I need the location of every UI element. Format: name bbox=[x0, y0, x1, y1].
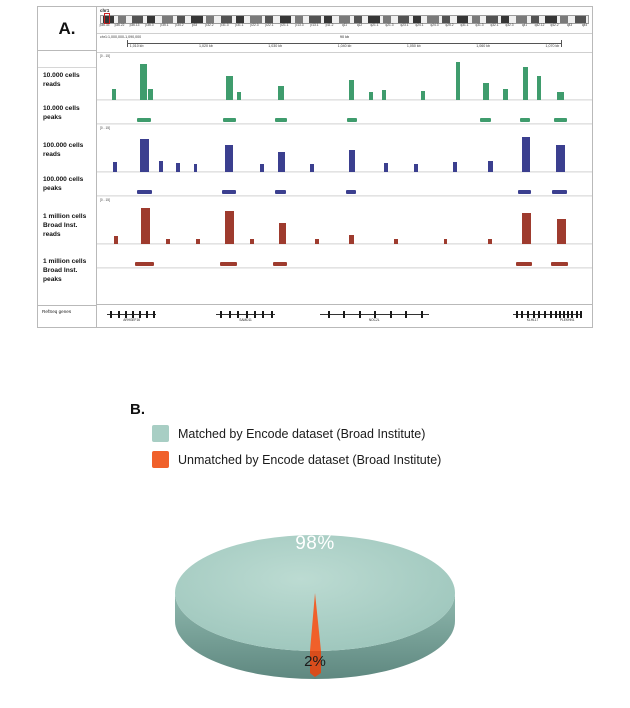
read-peak bbox=[384, 163, 388, 172]
ideogram-band-label: q24.3 bbox=[430, 23, 439, 27]
ideogram-band bbox=[118, 16, 126, 23]
called-peak-bar bbox=[137, 190, 153, 194]
ideogram-band-label: p32.2 bbox=[205, 23, 214, 27]
read-peak bbox=[556, 145, 565, 172]
ideogram-band-label: q12 bbox=[356, 23, 363, 27]
ideogram-band-label: p36.13 bbox=[129, 23, 140, 27]
ideogram-band bbox=[206, 16, 214, 23]
read-peak bbox=[260, 164, 264, 172]
read-peak bbox=[522, 137, 530, 172]
chromosome-label: chr1 bbox=[100, 8, 110, 13]
track-label-refseq-genes: RefSeq genes bbox=[38, 305, 96, 327]
track-baseline bbox=[97, 99, 592, 100]
read-peak bbox=[349, 235, 354, 244]
track-label-1m-reads: 1 million cells Broad Inst. reads bbox=[43, 213, 87, 238]
ideogram-band bbox=[398, 16, 409, 23]
gene-exon bbox=[374, 311, 376, 318]
refseq-gene-track bbox=[97, 304, 592, 327]
track-baseline bbox=[97, 123, 592, 124]
ideogram-band-label: q21.1 bbox=[370, 23, 379, 27]
ideogram-band bbox=[472, 16, 480, 23]
track-baseline bbox=[97, 243, 592, 244]
read-peak bbox=[148, 89, 153, 100]
genome-browser-canvas bbox=[97, 7, 592, 327]
called-peak-bar bbox=[516, 262, 532, 266]
called-peak-bar bbox=[273, 262, 287, 266]
read-peak bbox=[523, 67, 528, 100]
track-baseline bbox=[97, 195, 592, 196]
ideogram-band bbox=[339, 16, 350, 23]
track-100k-reads bbox=[97, 125, 592, 173]
ideogram-band bbox=[221, 16, 232, 23]
gene-name-label: KLHL17 bbox=[526, 318, 539, 322]
track-label-10k-peaks: 10.000 cells peaks bbox=[43, 105, 80, 122]
ideogram-band-label: p36.33 bbox=[99, 23, 110, 27]
track-1m-peaks bbox=[97, 245, 592, 269]
axis-tick-label: 1,070 kb bbox=[545, 44, 560, 48]
track-scale-100k: [0 - 15] bbox=[100, 126, 110, 130]
ideogram-band bbox=[132, 16, 143, 23]
gene-exon bbox=[571, 311, 573, 318]
read-peak bbox=[226, 76, 233, 100]
read-peak bbox=[159, 161, 163, 172]
called-peak-bar bbox=[222, 190, 236, 194]
panel-a-label-column bbox=[38, 7, 97, 327]
read-peak bbox=[349, 150, 355, 172]
gene-exon bbox=[544, 311, 546, 318]
gene-exon bbox=[533, 311, 535, 318]
ideogram-band bbox=[457, 16, 468, 23]
read-peak bbox=[488, 239, 492, 244]
ideogram-band-label: p13.3 bbox=[295, 23, 304, 27]
ideogram-band bbox=[442, 16, 450, 23]
ideogram-band-label: q31.3 bbox=[475, 23, 484, 27]
read-peak bbox=[278, 86, 284, 100]
gene-exon bbox=[580, 311, 582, 318]
read-peak bbox=[140, 64, 148, 100]
axis-tick-label: 1,060 kb bbox=[476, 44, 490, 48]
track-scale-10k: [0 - 15] bbox=[100, 54, 110, 58]
read-peak bbox=[483, 83, 489, 100]
ideogram-band-label: p31.3 bbox=[220, 23, 229, 27]
called-peak-bar bbox=[137, 118, 152, 122]
read-peak bbox=[537, 76, 542, 100]
panel-b-letter: B. bbox=[130, 401, 145, 418]
legend-label-matched: Matched by Encode dataset (Broad Institute) bbox=[178, 426, 426, 441]
ideogram-band bbox=[324, 16, 332, 23]
gene-exon bbox=[118, 311, 120, 318]
called-peak-bar bbox=[346, 190, 356, 194]
track-label-100k-peaks: 100.000 cells peaks bbox=[43, 175, 84, 192]
called-peak-bar bbox=[347, 118, 357, 122]
read-peak bbox=[414, 164, 418, 172]
gene-exon bbox=[328, 311, 330, 318]
called-peak-bar bbox=[275, 118, 287, 122]
read-peak bbox=[421, 91, 425, 100]
ideogram-band bbox=[250, 16, 261, 23]
called-peak-bar bbox=[552, 190, 567, 194]
ideogram-band bbox=[265, 16, 273, 23]
panel-a-genome-browser bbox=[37, 6, 593, 328]
gene-exon bbox=[405, 311, 407, 318]
scale-strip bbox=[97, 34, 592, 53]
read-peak bbox=[503, 89, 508, 100]
ideogram-band-label: q43 bbox=[566, 23, 573, 27]
read-peak bbox=[225, 145, 233, 172]
track-baseline bbox=[97, 171, 592, 172]
legend-swatch-matched bbox=[152, 425, 169, 442]
gene-exon bbox=[567, 311, 569, 318]
ideogram-band bbox=[236, 16, 244, 23]
called-peak-bar bbox=[480, 118, 491, 122]
ideogram-band bbox=[354, 16, 362, 23]
gene-exon bbox=[563, 311, 565, 318]
ideogram-band-label: q42.2 bbox=[550, 23, 559, 27]
gene-exon bbox=[220, 311, 222, 318]
gene-exon bbox=[254, 311, 256, 318]
read-peak bbox=[176, 163, 180, 172]
ideogram-band bbox=[531, 16, 539, 23]
legend-label-unmatched: Unmatched by Encode dataset (Broad Institute) bbox=[178, 452, 442, 467]
called-peak-bar bbox=[220, 262, 237, 266]
read-peak bbox=[112, 89, 116, 100]
ideogram-band-label: q23.1 bbox=[400, 23, 409, 27]
read-peak bbox=[140, 139, 149, 172]
window-range-label: chr1:1,000,000-1,090,000 bbox=[100, 35, 142, 39]
gene-exon bbox=[559, 311, 561, 318]
read-peak bbox=[382, 90, 386, 100]
gene-name-label: PLEKHN1 bbox=[559, 318, 575, 322]
gene-name-label: NOC2L bbox=[368, 318, 380, 322]
axis-tick-label: 1,030 kb bbox=[268, 44, 283, 48]
track-scale-1m: [0 - 15] bbox=[100, 198, 110, 202]
ideogram-band-label: p34.2 bbox=[175, 23, 184, 27]
pie-label-matched-pct: 98% bbox=[295, 533, 335, 554]
ideogram-band-label: q24.1 bbox=[415, 23, 424, 27]
called-peak-bar bbox=[554, 118, 567, 122]
track-label-10k-reads: 10.000 cells reads bbox=[43, 71, 80, 88]
ideogram-band-label: q44 bbox=[581, 23, 588, 27]
legend-item-unmatched bbox=[152, 451, 441, 468]
gene-exon bbox=[521, 311, 523, 318]
ideogram-band-label: q32.3 bbox=[505, 23, 514, 27]
gene-exon bbox=[139, 311, 141, 318]
track-10k-reads bbox=[97, 53, 592, 101]
called-peak-bar bbox=[518, 190, 531, 194]
ideogram-band-label: p21.1 bbox=[280, 23, 289, 27]
gene-name-label: SAMD11 bbox=[239, 318, 252, 322]
ideogram-band-label: q32.1 bbox=[490, 23, 499, 27]
read-peak bbox=[394, 239, 398, 244]
ideogram-band bbox=[501, 16, 509, 23]
gene-exon bbox=[125, 311, 127, 318]
ideogram-band bbox=[383, 16, 391, 23]
track-baseline bbox=[97, 267, 592, 268]
read-peak bbox=[194, 164, 198, 172]
chromosome-ideogram[interactable] bbox=[97, 7, 592, 34]
ideogram-band-label: p22.1 bbox=[265, 23, 274, 27]
called-peak-bar bbox=[275, 190, 286, 194]
gene-exon bbox=[237, 311, 239, 318]
gene-exon bbox=[421, 311, 423, 318]
called-peak-bar bbox=[135, 262, 155, 266]
called-peak-bar bbox=[551, 262, 568, 266]
ideogram-band-label: p31.1 bbox=[235, 23, 244, 27]
read-peak bbox=[522, 213, 531, 244]
track-1m-reads bbox=[97, 197, 592, 245]
called-peak-bar bbox=[520, 118, 530, 122]
ideogram-band bbox=[486, 16, 497, 23]
gene-exon bbox=[555, 311, 557, 318]
gene-exon bbox=[576, 311, 578, 318]
track-label-100k-reads: 100.000 cells reads bbox=[43, 142, 84, 159]
axis-tick-label: 1,010 kb bbox=[129, 44, 144, 48]
panel-a-letter: A. bbox=[38, 7, 96, 51]
ideogram-band bbox=[147, 16, 155, 23]
ideogram-band-label: p11.2 bbox=[325, 23, 334, 27]
read-peak bbox=[250, 239, 254, 244]
read-peak bbox=[166, 239, 170, 244]
pie-chart-area bbox=[0, 497, 630, 677]
read-peak bbox=[453, 162, 457, 172]
ideogram-band-label: q25.2 bbox=[445, 23, 454, 27]
read-peak bbox=[196, 239, 200, 244]
axis-tick-label: 1,020 kb bbox=[198, 44, 213, 48]
read-peak bbox=[141, 208, 151, 244]
gene-exon bbox=[527, 311, 529, 318]
axis-tick-label: 1,040 kb bbox=[337, 44, 352, 48]
ideogram-band bbox=[177, 16, 185, 23]
read-peak bbox=[456, 62, 460, 100]
read-peak bbox=[315, 239, 319, 244]
called-peak-bar bbox=[223, 118, 236, 122]
track-10k-peaks bbox=[97, 101, 592, 125]
ideogram-band-label: p35.3 bbox=[145, 23, 154, 27]
ideogram-band-label: p36.22 bbox=[114, 23, 125, 27]
ideogram-band bbox=[516, 16, 527, 23]
gene-exon bbox=[132, 311, 134, 318]
ideogram-band bbox=[560, 16, 568, 23]
ideogram-band-label: q31.1 bbox=[460, 23, 469, 27]
panel-b-pie-chart bbox=[0, 385, 630, 705]
ideogram-band-label: q21.3 bbox=[385, 23, 394, 27]
read-peak bbox=[237, 92, 241, 100]
ideogram-band-label: p22.3 bbox=[250, 23, 259, 27]
ideogram-band-label: p33 bbox=[191, 23, 198, 27]
axis-tick-label: 1,050 kb bbox=[406, 44, 421, 48]
legend-swatch-unmatched bbox=[152, 451, 169, 468]
read-peak bbox=[114, 236, 118, 244]
ideogram-band bbox=[295, 16, 303, 23]
read-peak bbox=[279, 223, 286, 244]
read-peak bbox=[557, 92, 564, 100]
ideogram-band-label: p13.1 bbox=[310, 23, 319, 27]
gene-exon bbox=[262, 311, 264, 318]
read-peak bbox=[113, 162, 117, 172]
read-peak bbox=[444, 239, 448, 244]
ideogram-band-label: q41 bbox=[521, 23, 528, 27]
pie-label-unmatched-pct: 2% bbox=[304, 653, 326, 670]
ideogram-band bbox=[309, 16, 320, 23]
gene-exon bbox=[359, 311, 361, 318]
gene-exon bbox=[390, 311, 392, 318]
gene-exon bbox=[550, 311, 552, 318]
ideogram-band bbox=[280, 16, 291, 23]
ideogram-band bbox=[413, 16, 421, 23]
read-peak bbox=[488, 161, 492, 172]
ideogram-band-label: q11 bbox=[341, 23, 348, 27]
gene-exon bbox=[229, 311, 231, 318]
gene-exon bbox=[271, 311, 273, 318]
read-peak bbox=[278, 152, 285, 172]
label-spacer bbox=[38, 51, 96, 68]
track-100k-peaks bbox=[97, 173, 592, 197]
track-label-1m-peaks: 1 million cells Broad Inst. peaks bbox=[43, 258, 87, 284]
ideogram-band bbox=[191, 16, 202, 23]
read-peak bbox=[369, 92, 373, 100]
read-peak bbox=[557, 219, 566, 244]
gene-exon bbox=[110, 311, 112, 318]
gene-exon bbox=[153, 311, 155, 318]
read-peak bbox=[349, 80, 354, 100]
gene-name-label: ARHGEF16 bbox=[123, 318, 141, 322]
pie-legend bbox=[152, 425, 441, 477]
gene-exon bbox=[146, 311, 148, 318]
gene-exon bbox=[516, 311, 518, 318]
region-size-label: 90 kb bbox=[339, 35, 350, 39]
read-peak bbox=[225, 211, 234, 244]
ideogram-band bbox=[575, 16, 586, 23]
gene-exon bbox=[538, 311, 540, 318]
gene-exon bbox=[343, 311, 345, 318]
legend-item-matched bbox=[152, 425, 441, 442]
ideogram-band bbox=[427, 16, 438, 23]
gene-exon bbox=[246, 311, 248, 318]
ideogram-band-label: q42.12 bbox=[534, 23, 545, 27]
ideogram-band-label: p35.1 bbox=[160, 23, 169, 27]
ideogram-band bbox=[162, 16, 173, 23]
ideogram-band bbox=[368, 16, 379, 23]
read-peak bbox=[310, 164, 314, 172]
ideogram-band bbox=[545, 16, 556, 23]
